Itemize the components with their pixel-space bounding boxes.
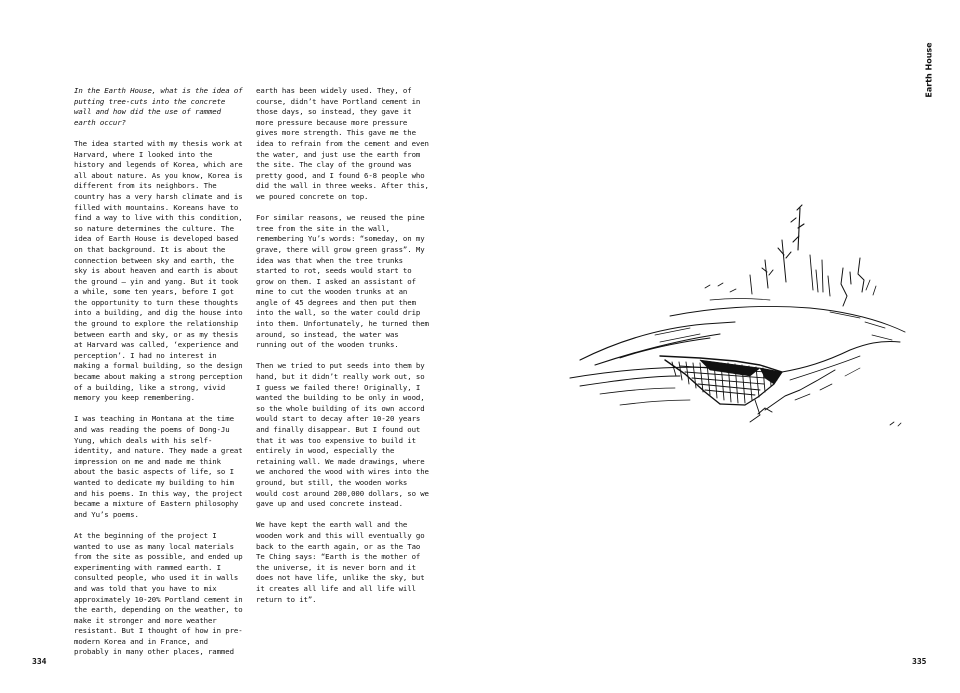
text-column-right — [256, 86, 430, 616]
answer-paragraph: We have kept the earth wall and the wooden work and this will eventually go back to the earth again, or as the Tao Te Ching says: “Earth is the mother of the universe, it is never born and it does not have life, unlike the sky, but it creates all life and all life will return to it”. — [256, 520, 425, 604]
answer-paragraph: At the beginning of the project I wanted to use as many local materials from the site as possible, and ended up experimenting with rammed earth. I consulted people, who used it in walls and was told that you have to mix approximately 10-20% Portland cement in the earth, depending on the weather, to make it stronger and more weather resistant. But I thought of how in pre-modern Korea and in France, and probably in many other places, rammed — [74, 530, 243, 657]
answer-paragraph: I was teaching in Montana at the time and was reading the poems of Dong-Ju Yung, which deals with his self-identity, and nature. They made a great impression on me and made me think about the basic aspects of life, so I wanted to dedicate my building to him and his poems. In this way, the project became a mixture of Eastern philosophy and Yu’s poems. — [74, 414, 243, 519]
answer-paragraph: The idea started with my thesis work at Harvard, where I looked into the history and legends of Korea, which are all about nature. As you know, Korea is different from its neighbors. The country has a very harsh climate and is filled with mountains. Koreans have to find a way to live with this condition, so nature determines the culture. The idea of Earth House is developed based on that background. It is about the connection between sky and earth, the sky is about heaven and earth is about the ground – yin and yang. But it took a while, some ten years, before I got the opportunity to turn these thoughts into a building, and dig the house into the ground to explore the relationship between earth and sky, or as my thesis at Harvard was called, ‘experience and perception’. I had no interest in making a formal building, so the design became about making a strong perception of a building, like a strong, vivid memory you keep remembering. — [74, 138, 243, 403]
answer-paragraph: For similar reasons, we reused the pine tree from the site in the wall, remembering Yu’s words: “someday, on my grave, there will grow green grass”. My idea was that when the tree trunks started to rot, seeds would start to grow on them. I asked an assistant of mine to cut the wooden trunks at an angle of 45 degrees and then put them into the wall, so the water could drip into them. Unfortunately, he turned them around, so instead, the water was running out of the wooden trunks. — [256, 213, 429, 350]
running-header — [923, 40, 935, 100]
text-column-left — [74, 86, 246, 669]
earth-house-sketch — [560, 200, 920, 440]
running-header-text: Earth House — [924, 42, 934, 98]
answer-paragraph: Then we tried to put seeds into them by hand, but it didn’t really work out, so I guess we failed there! Originally, I wanted the building to be only in wood, so the whole building of its own accord would start to decay after 10-20 years and finally disappear. But I found out that it was too expensive to build it entirely in wood, especially the retaining wall. We made drawings, where we anchored the wood with wires into the ground, but still, the wooden works would cost around 200,000 dollars, so we gave up and used concrete instead. — [256, 361, 429, 509]
answer-paragraph: earth has been widely used. They, of course, didn’t have Portland cement in those days, so instead, they gave it more pressure because more pressure gives more strength. This gave me the idea to refrain from the cement and even the water, and just use the earth from the site. The clay of the ground was pretty good, and I found 6-8 people who did the wall in three weeks. After this, we poured concrete on top. — [256, 86, 429, 201]
page-number-left: 334 — [32, 657, 47, 666]
interview-question: In the Earth House, what is the idea of putting tree-cuts into the concrete wall and how did the use of rammed earth occur? — [74, 86, 243, 127]
page-number-right: 335 — [912, 657, 927, 666]
